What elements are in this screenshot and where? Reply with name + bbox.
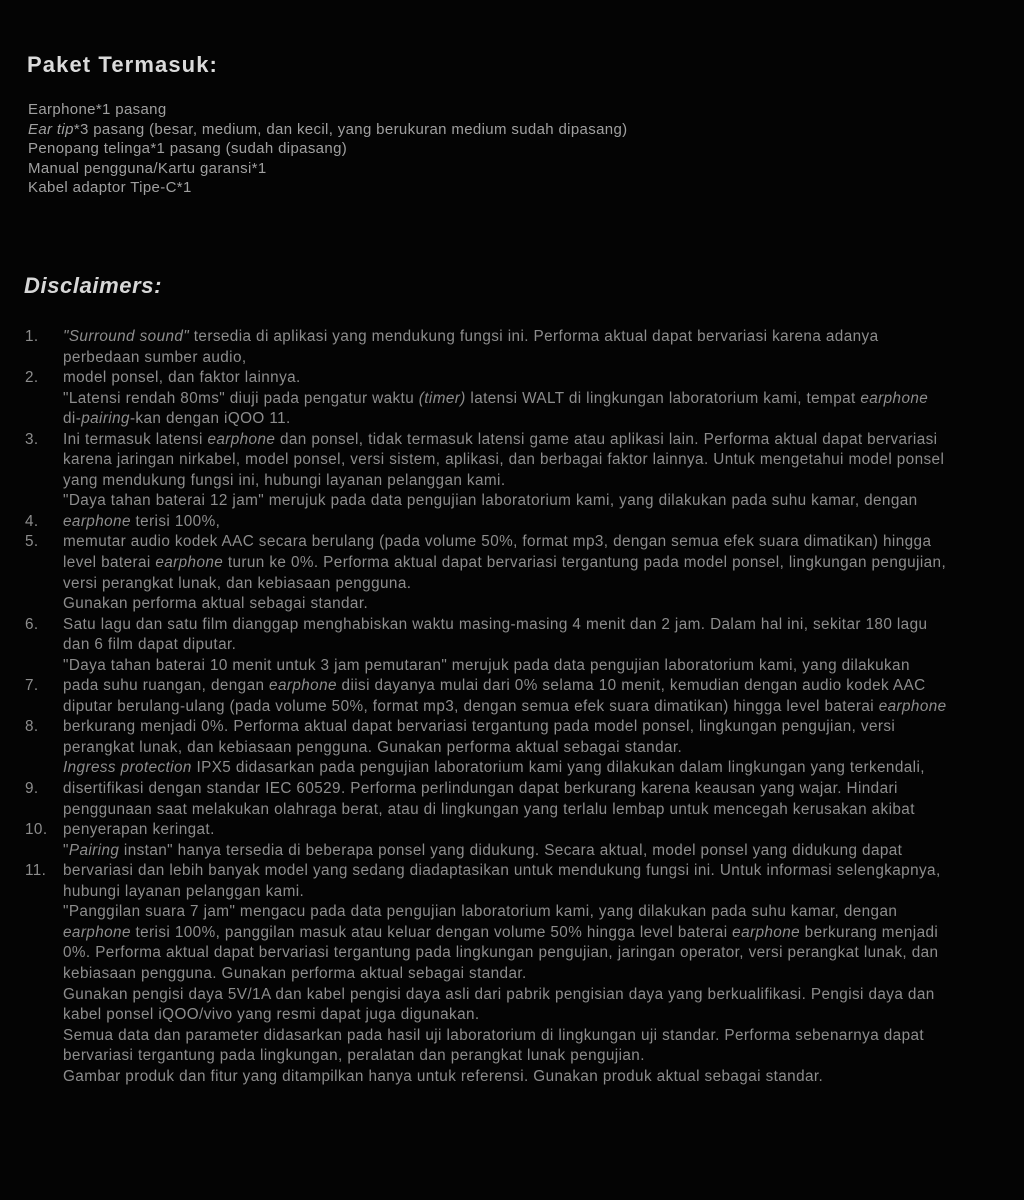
- disclaimer-line: [0, 1005, 1024, 1026]
- text-segment: instan" hanya tersedia di beberapa ponsel yang didukung. Secara aktual, model ponsel yang didukung dapat: [119, 841, 903, 859]
- package-list: [28, 100, 628, 198]
- disclaimer-line: [0, 409, 1024, 430]
- text-segment: diisi dayanya mulai dari 0% selama 10 menit, kemudian dengan audio kodek AAC: [336, 677, 926, 695]
- text-segment: 0%. Performa aktual dapat bervariasi tergantung pada lingkungan pengujian, jaringan operator, versi perangkat lunak, dan: [63, 944, 939, 962]
- text-segment: "Daya tahan baterai 12 jam" merujuk pada data pengujian laboratorium kami, yang dilakukan pada suhu kamar, dengan: [63, 492, 918, 510]
- list-number: 10.: [25, 821, 48, 839]
- disclaimer-line: [0, 820, 1024, 841]
- disclaimer-line: [0, 861, 1024, 882]
- text-segment: Gambar produk dan fitur yang ditampilkan hanya untuk referensi. Gunakan produk aktual sebagai standar.: [63, 1067, 824, 1085]
- disclaimer-line: [0, 800, 1024, 821]
- text-segment: berkurang menjadi: [800, 923, 939, 941]
- list-number: 8.: [25, 718, 39, 736]
- text-segment-italic: Pairing: [68, 841, 120, 859]
- disclaimer-line: [0, 676, 1024, 697]
- text-segment: penyerapan keringat.: [63, 821, 215, 839]
- list-number: 11.: [25, 862, 47, 880]
- disclaimer-line: [0, 430, 1024, 451]
- text-segment-italic: Ingress protection: [63, 759, 192, 777]
- text-segment-italic: earphone: [63, 512, 131, 530]
- text-segment-italic: earphone: [269, 677, 337, 695]
- text-segment: memutar audio kodek AAC secara berulang (pada volume 50%, format mp3, dengan semua efek suara dimatikan) hingga: [63, 533, 932, 551]
- text-segment: penggunaan saat melakukan olahraga berat, atau di lingkungan yang terlalu lembap untuk mencegah kerusakan akibat: [63, 800, 915, 818]
- disclaimer-line: [0, 471, 1024, 492]
- text-segment: bervariasi tergantung pada lingkungan, peralatan dan perangkat lunak pengujian.: [63, 1047, 645, 1065]
- text-segment: diputar berulang-ulang (pada volume 50%, format mp3, dengan semua efek suara dimatikan) hingga level baterai: [63, 697, 879, 715]
- list-number: 9.: [25, 780, 39, 798]
- text-segment-italic: pairing: [81, 410, 130, 428]
- text-segment: Gunakan performa aktual sebagai standar.: [63, 595, 369, 613]
- text-segment: dan 6 film dapat diputar.: [63, 636, 237, 654]
- text-segment: pada suhu ruangan, dengan: [63, 677, 270, 695]
- text-segment: "Panggilan suara 7 jam" mengacu pada data pengujian laboratorium kami, yang dilakukan pada suhu kamar, dengan: [63, 903, 898, 921]
- disclaimer-line: [0, 697, 1024, 718]
- text-segment: model ponsel, dan faktor lainnya.: [63, 369, 301, 387]
- disclaimer-line: [0, 532, 1024, 553]
- text-segment-italic: earphone: [732, 923, 801, 941]
- text-segment: bervariasi dan lebih banyak model yang sedang diadaptasikan untuk mendukung fungsi ini. Untuk informasi selengkapnya,: [63, 862, 941, 880]
- text-segment-italic: Ear tip: [28, 120, 74, 138]
- text-segment: Satu lagu dan satu film dianggap menghabiskan waktu masing-masing 4 menit dan 2 jam. Dalam hal ini, sekitar 180 lagu: [63, 615, 928, 633]
- disclaimer-line: [0, 574, 1024, 595]
- disclaimer-line: [0, 635, 1024, 656]
- text-segment: versi perangkat lunak, dan kebiasaan pengguna.: [63, 574, 412, 592]
- disclaimer-line: [0, 348, 1024, 369]
- package-item: [28, 100, 628, 120]
- text-segment-italic: earphone: [207, 430, 276, 448]
- text-segment: Penopang telinga*1 pasang (sudah dipasang): [28, 140, 348, 158]
- disclaimer-line: [0, 841, 1024, 862]
- package-item: [28, 139, 628, 159]
- text-segment: terisi 100%,: [130, 512, 221, 530]
- list-number: 2.: [25, 369, 39, 387]
- disclaimer-line: [0, 1026, 1024, 1047]
- disclaimer-line: [0, 902, 1024, 923]
- text-segment-italic: earphone: [860, 389, 929, 407]
- disclaimers-list: [0, 327, 1024, 1087]
- list-number: 3.: [25, 430, 39, 448]
- text-segment-italic: earphone: [878, 697, 947, 715]
- text-segment: Semua data dan parameter didasarkan pada hasil uji laboratorium di lingkungan uji standar. Performa sebenarnya dapat: [63, 1026, 925, 1044]
- list-number: 6.: [25, 615, 39, 633]
- disclaimer-line: [0, 656, 1024, 677]
- text-segment: disertifikasi dengan standar IEC 60529. Performa perlindungan dapat berkurang karena keausan yang wajar. Hindari: [63, 780, 898, 798]
- list-number: 1.: [25, 328, 39, 345]
- text-segment: "Latensi rendah 80ms" diuji pada pengatur waktu: [63, 389, 419, 407]
- text-segment: tersedia di aplikasi yang mendukung fungsi ini. Performa aktual dapat bervariasi karena adanya: [189, 328, 879, 345]
- list-number: 4.: [25, 512, 39, 530]
- text-segment: turun ke 0%. Performa aktual dapat bervariasi tergantung pada model ponsel, lingkungan pengujian,: [223, 554, 947, 572]
- disclaimer-line: [0, 882, 1024, 903]
- disclaimer-line: [0, 553, 1024, 574]
- disclaimer-line: [0, 389, 1024, 410]
- text-segment: Kabel adaptor Tipe-C*1: [28, 179, 192, 197]
- text-segment: yang mendukung fungsi ini, hubungi layanan pelanggan kami.: [63, 471, 506, 489]
- disclaimers-title: Disclaimers:: [24, 273, 163, 298]
- disclaimer-line: [0, 738, 1024, 759]
- disclaimer-line: [0, 779, 1024, 800]
- text-segment: ": [63, 841, 69, 859]
- text-segment: perbedaan sumber audio,: [63, 348, 247, 366]
- text-segment: terisi 100%, panggilan masuk atau keluar dengan volume 50% hingga level baterai: [130, 923, 733, 941]
- text-segment-italic: earphone: [155, 554, 224, 572]
- text-segment: karena jaringan nirkabel, model ponsel, versi sistem, aplikasi, dan berbagai faktor lainnya. Untuk mengetahui model ponsel: [63, 451, 945, 469]
- disclaimer-line: [0, 368, 1024, 389]
- disclaimer-line: [0, 1046, 1024, 1067]
- disclaimer-line: [0, 964, 1024, 985]
- text-segment: *3 pasang (besar, medium, dan kecil, yang berukuran medium sudah dipasang): [73, 120, 628, 138]
- disclaimer-line: [0, 512, 1024, 533]
- disclaimer-line: [0, 594, 1024, 615]
- text-segment: di-: [63, 410, 82, 428]
- package-included-title: Paket Termasuk:: [27, 52, 218, 77]
- text-segment: dan ponsel, tidak termasuk latensi game atau aplikasi lain. Performa aktual dapat bervariasi: [275, 430, 938, 448]
- text-segment: perangkat lunak, dan kebiasaan pengguna. Gunakan performa aktual sebagai standar.: [63, 738, 683, 756]
- disclaimer-line: [0, 1067, 1024, 1088]
- disclaimer-line: [0, 758, 1024, 779]
- disclaimer-line: [0, 923, 1024, 944]
- text-segment: IPX5 didasarkan pada pengujian laboratorium kami yang dilakukan dalam lingkungan yang terkendali,: [191, 759, 925, 777]
- text-segment: Ini termasuk latensi: [63, 430, 208, 448]
- text-segment: Gunakan pengisi daya 5V/1A dan kabel pengisi daya asli dari pabrik pengisian daya yang berkualifikasi. Pengisi daya dan: [63, 985, 935, 1003]
- package-item: [28, 120, 628, 140]
- text-segment: kebiasaan pengguna. Gunakan performa aktual sebagai standar.: [63, 964, 527, 982]
- text-segment: "Daya tahan baterai 10 menit untuk 3 jam pemutaran" merujuk pada data pengujian laboratorium kami, yang dilakukan: [63, 656, 910, 674]
- text-segment: hubungi layanan pelanggan kami.: [63, 882, 305, 900]
- disclaimer-line: [0, 491, 1024, 512]
- list-number: 5.: [25, 533, 39, 551]
- disclaimer-line: [0, 327, 1024, 348]
- text-segment: latensi WALT di lingkungan laboratorium kami, tempat: [465, 389, 861, 407]
- text-segment-italic: "Surround sound": [63, 328, 190, 345]
- text-segment: kabel ponsel iQOO/vivo yang resmi dapat juga digunakan.: [63, 1006, 480, 1024]
- disclaimer-line: [0, 717, 1024, 738]
- text-segment: Manual pengguna/Kartu garansi*1: [28, 159, 267, 177]
- package-item: [28, 178, 628, 198]
- list-number: 7.: [25, 677, 39, 695]
- disclaimer-line: [0, 615, 1024, 636]
- text-segment-italic: earphone: [63, 923, 131, 941]
- text-segment: -kan dengan iQOO 11.: [129, 410, 291, 428]
- package-item: [28, 159, 628, 179]
- disclaimer-line: [0, 985, 1024, 1006]
- text-segment: berkurang menjadi 0%. Performa aktual dapat bervariasi tergantung pada model ponsel, lingkungan pengujian, versi: [63, 718, 896, 736]
- text-segment: Earphone*1 pasang: [28, 101, 167, 118]
- disclaimer-line: [0, 450, 1024, 471]
- text-segment: level baterai: [63, 554, 156, 572]
- text-segment-italic: (timer): [418, 389, 466, 407]
- disclaimer-line: [0, 943, 1024, 964]
